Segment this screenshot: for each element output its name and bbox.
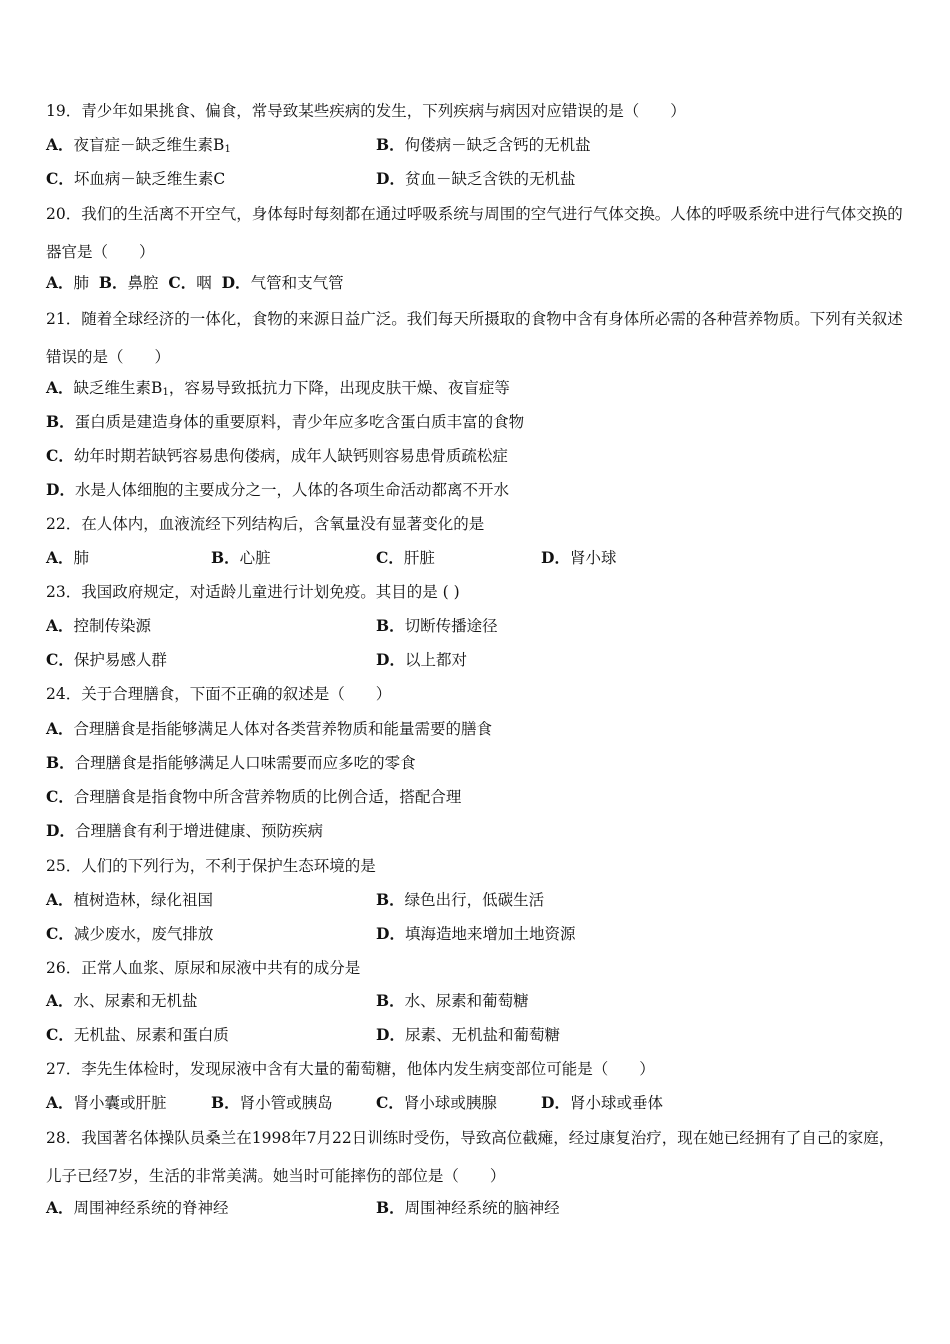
question-25-options-row-1 xyxy=(46,883,746,917)
question-25-options-row-2 xyxy=(46,917,746,951)
question-27-options xyxy=(46,1086,746,1120)
question-27-stem: 27．李先生体检时，发现尿液中含有大量的葡萄糖，他体内发生病变部位可能是（ ） xyxy=(46,1060,655,1078)
option-b: B．水、尿素和葡萄糖 xyxy=(376,991,529,1010)
option-a: A．水、尿素和无机盐 xyxy=(46,991,198,1010)
option-d: D．尿素、无机盐和葡萄糖 xyxy=(376,1025,560,1044)
question-21-option-a: A．缺乏维生素$B_1$，容易导致抵抗力下降，出现皮肤干燥、夜盲症等 xyxy=(46,378,510,398)
question-28-stem: 28．我国著名体操队员桑兰在1998年7月22日训练时受伤，导致高位截瘫，经过康复治疗，现在她已经拥有了自己的家庭，儿子已经7岁，生活的非常美满。她当时可能摔伤的部位是（ ） xyxy=(46,1129,895,1185)
question-22-options xyxy=(46,541,746,575)
question-22-stem: 22．在人体内，血液流经下列结构后，含氧量没有显著变化的是 xyxy=(46,515,485,533)
option-c: C．无机盐、尿素和蛋白质 xyxy=(46,1025,229,1044)
question-20-options: A．肺 B．鼻腔 C．咽 D．气管和支气管 xyxy=(46,273,344,292)
option-a: A．夜盲症－缺乏维生素$B_1$ xyxy=(46,135,231,155)
question-20-stem: 20．我们的生活离不开空气，身体每时每刻都在通过呼吸系统与周围的空气进行气体交换。人体的呼吸系统中进行气体交换的器官是（ ） xyxy=(46,205,903,261)
option-d: D．肾小球或垂体 xyxy=(541,1093,663,1112)
option-a: A．肾小囊或肝脏 xyxy=(46,1093,167,1112)
question-24-option-b: B．合理膳食是指能够满足人口味需要而应多吃的零食 xyxy=(46,753,416,772)
option-a: A．周围神经系统的脊神经 xyxy=(46,1198,229,1217)
question-28-options-row-1 xyxy=(46,1191,746,1225)
option-c: C．肾小球或胰腺 xyxy=(376,1093,497,1112)
question-24-stem: 24．关于合理膳食，下面不正确的叙述是（ ） xyxy=(46,685,392,703)
option-a: A．肺 xyxy=(46,548,90,567)
question-25-stem: 25．人们的下列行为，不利于保护生态环境的是 xyxy=(46,857,376,875)
option-b: B．佝偻病－缺乏含钙的无机盐 xyxy=(376,135,591,154)
question-24-option-c: C．合理膳食是指食物中所含营养物质的比例合适，搭配合理 xyxy=(46,787,462,806)
option-d: D．贫血－缺乏含铁的无机盐 xyxy=(376,169,576,188)
question-26-options-row-2 xyxy=(46,1018,746,1052)
option-a: A．控制传染源 xyxy=(46,616,152,635)
option-d: D．肾小球 xyxy=(541,548,617,567)
option-b: B．周围神经系统的脑神经 xyxy=(376,1198,560,1217)
question-19-stem: 19．青少年如果挑食、偏食，常导致某些疾病的发生，下列疾病与病因对应错误的是（ ） xyxy=(46,102,686,120)
option-c: C．肝脏 xyxy=(376,548,435,567)
question-24-option-d: D．合理膳食有利于增进健康、预防疾病 xyxy=(46,821,323,840)
option-c: C．保护易感人群 xyxy=(46,650,167,669)
option-b: B．肾小管或胰岛 xyxy=(211,1093,333,1112)
option-d: D．填海造地来增加土地资源 xyxy=(376,924,576,943)
option-a: A．植树造林，绿化祖国 xyxy=(46,890,214,909)
question-21-option-b: B．蛋白质是建造身体的重要原料，青少年应多吃含蛋白质丰富的食物 xyxy=(46,412,525,431)
option-b: B．心脏 xyxy=(211,548,271,567)
question-26-stem: 26．正常人血浆、原尿和尿液中共有的成分是 xyxy=(46,959,361,977)
question-26-options-row-1 xyxy=(46,984,746,1018)
question-23-options-row-1 xyxy=(46,609,746,643)
question-19-options-row-2 xyxy=(46,162,746,196)
option-c: C．减少废水，废气排放 xyxy=(46,924,214,943)
question-24-option-a: A．合理膳食是指能够满足人体对各类营养物质和能量需要的膳食 xyxy=(46,719,493,738)
question-19-options-row-1 xyxy=(46,128,746,162)
question-21-option-d: D．水是人体细胞的主要成分之一，人体的各项生命活动都离不开水 xyxy=(46,480,509,499)
option-b: B．绿色出行，低碳生活 xyxy=(376,890,545,909)
option-c: C．坏血病－缺乏维生素C xyxy=(46,169,226,188)
question-21-stem: 21．随着全球经济的一体化，食物的来源日益广泛。我们每天所摄取的食物中含有身体所必需的各种营养物质。下列有关叙述错误的是（ ） xyxy=(46,310,903,366)
option-d: D．以上都对 xyxy=(376,650,467,669)
question-21-option-c: C．幼年时期若缺钙容易患佝偻病，成年人缺钙则容易患骨质疏松症 xyxy=(46,446,508,465)
question-23-options-row-2 xyxy=(46,643,746,677)
question-23-stem: 23．我国政府规定，对适龄儿童进行计划免疫。其目的是 ( ) xyxy=(46,583,460,601)
option-b: B．切断传播途径 xyxy=(376,616,498,635)
